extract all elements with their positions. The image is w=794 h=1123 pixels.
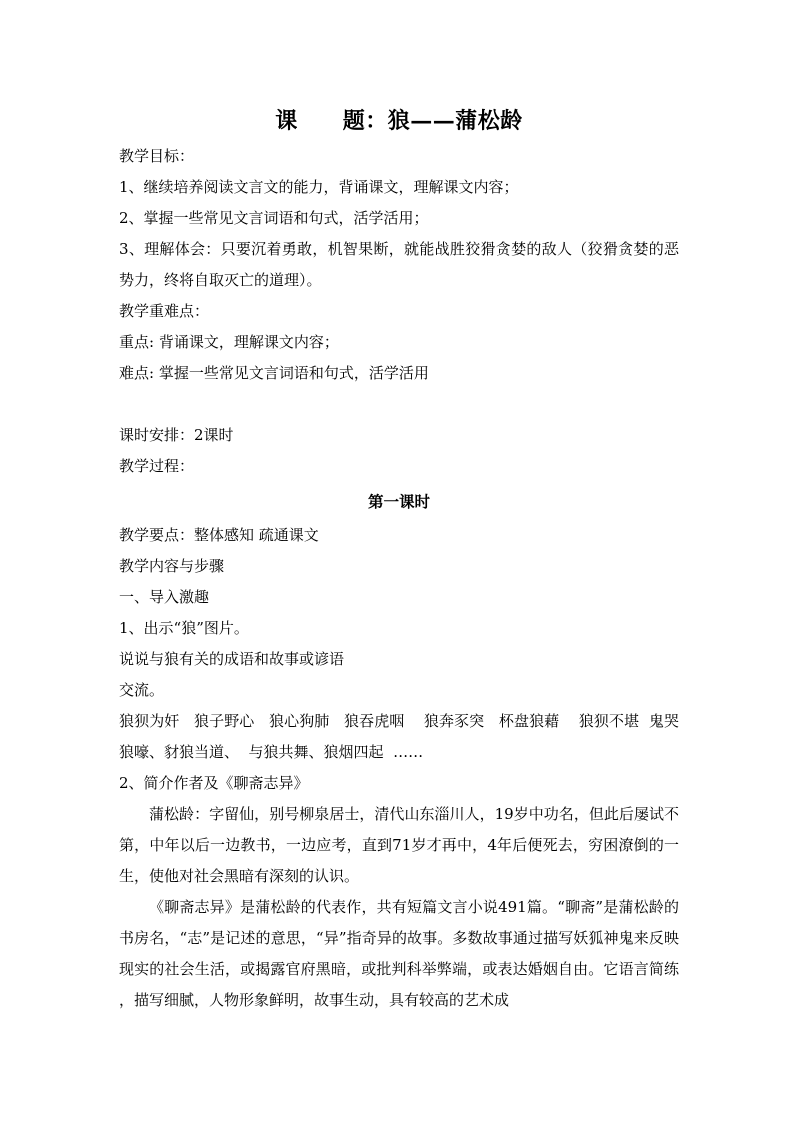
author-intro: 蒲松龄：字留仙，别号柳泉居士，清代山东淄川人，19岁中功名，但此后屡试不第，中年以后一边教书，一边应考，直到71岁才再中，4年后便死去，穷困潦倒的一生，使他对社会黑暗有深刻的认识。 <box>119 805 679 885</box>
book-intro: 《聊斋志异》是蒲松龄的代表作，共有短篇文言小说491篇。“聊斋”是蒲松龄的书房名，“志”是记述的意思，“异”指奇异的故事。多数故事通过描写妖狐神鬼来反映现实的社会生活，或揭露官府黑暗，或批判科举弊端，或表达婚姻自由。它语言简练 ，描写细腻，人物形象鲜明，故事生动，具有较高的艺术成 <box>119 898 679 1009</box>
content-steps-heading: 教学内容与步骤 <box>119 557 225 575</box>
step-1-exchange: 交流。 <box>119 681 165 699</box>
schedule: 课时安排：2课时 <box>119 426 234 444</box>
step-1-2: 2、简介作者及《聊斋志异》 <box>119 774 309 792</box>
goal-item-1: 1、继续培养阅读文言文的能力，背诵课文，理解课文内容； <box>119 178 519 196</box>
lesson-1-title: 第一课时 <box>367 492 430 511</box>
key-difficulty-heading: 教学重难点： <box>119 302 210 320</box>
document-body <box>119 103 679 1016</box>
goal-item-3: 3、理解体会：只要沉着勇敢，机智果断，就能战胜狡猾贪婪的敌人（狡猾贪婪的恶势力，终将自取灭亡的道理）。 <box>119 240 679 289</box>
difficult-point: 难点: 掌握一些常见文言词语和句式，活学活用 <box>119 364 429 382</box>
step-1-1: 1、出示“狼”图片。 <box>119 619 249 637</box>
process-heading: 教学过程： <box>119 457 195 475</box>
step-1-prompt: 说说与狼有关的成语和故事或谚语 <box>119 650 345 668</box>
page-title: 课 题：狼——蒲松龄 <box>275 108 523 134</box>
idiom-list: 狼狈为奸 狼子野心 狼心狗肺 狼吞虎咽 狼奔豕突 杯盘狼藉 狼狈不堪 鬼哭狼嚎、豺狼当道、 与狼共舞、狼烟四起 …… <box>119 712 679 761</box>
lesson-1-focus: 教学要点：整体感知 疏通课文 <box>119 526 319 544</box>
goal-item-2: 2、掌握一些常见文言词语和句式，活学活用； <box>119 209 429 227</box>
blank-line <box>119 389 679 420</box>
goals-heading: 教学目标： <box>119 147 195 165</box>
step-1-heading: 一、导入激趣 <box>119 588 210 606</box>
key-point: 重点: 背诵课文，理解课文内容； <box>119 333 339 351</box>
